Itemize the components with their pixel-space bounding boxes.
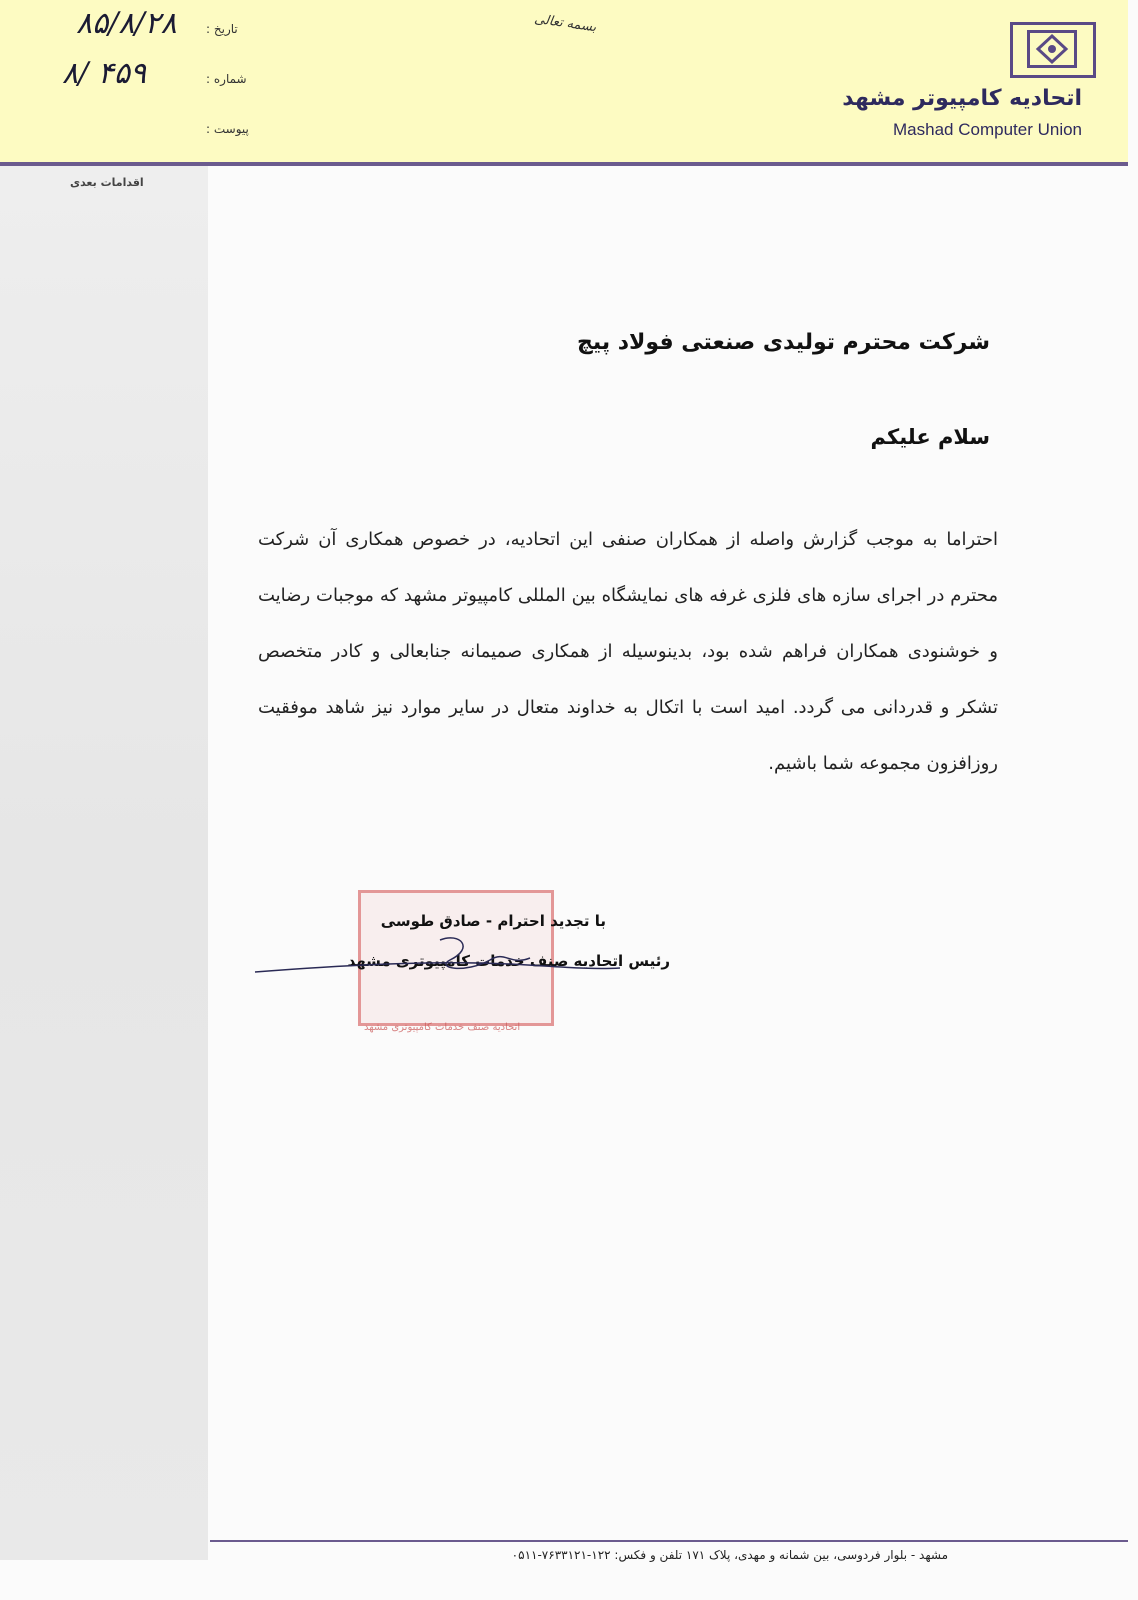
signatory-title: رئیس اتحادیه صنف خدمات کامپیوتری مشهد [347,952,670,970]
attachment-label: پیوست : [206,122,249,136]
brand-name-persian: اتحادیه کامپیوتر مشهد [842,86,1082,111]
handwritten-number: ۸/ ۴۵۹ [62,56,147,91]
stamp-caption: اتحادیه صنف خدمات کامپیوتری مشهد [364,1022,521,1033]
signature [250,930,630,990]
brand-name-english: Mashad Computer Union [893,120,1082,139]
footer-address: مشهد - بلوار فردوسی، بین شمانه و مهدی، پلاک ۱۷۱ تلفن و فکس: ۱۲۲-۷۶۳۳۱۲۱-۰۵۱۱ [511,1548,948,1562]
side-margin-panel [0,166,208,1560]
logo-icon [1027,30,1077,68]
letter-body: احتراما به موجب گزارش واصله از همکاران صنفی این اتحادیه، در خصوص همکاری آن شرکت محترم در اجرای سازه های فلزی غرفه های نمایشگاه بین المللی کامپیوتر مشهد که موجبات رضایت و خوشنودی همکاران فراهم شده بود، بدینوسیله از همکاری صمیمانه جنابعالی و کادر متخصص تشکر و قدردانی می گردد. امید است با اتکال به خداوند متعال در سایر موارد نیز شاهد موفقیت روزافزون مجموعه شما باشیم. [258,529,998,774]
handwritten-date: ۸۵/۸/۲۸ [76,6,177,41]
letterhead [0,0,1128,166]
next-actions-label: اقدامات بعدی [70,176,144,189]
closing-regards: با تجدید احترام - صادق طوسی [380,912,606,930]
top-note: بسمه تعالی [533,11,598,36]
greeting: سلام علیکم [870,425,990,449]
footer-divider [210,1540,1128,1542]
number-label: شماره : [206,72,247,86]
union-logo [1010,22,1096,78]
recipient: شرکت محترم تولیدی صنعتی فولاد پیچ [577,330,990,355]
date-label: تاریخ : [206,22,238,36]
